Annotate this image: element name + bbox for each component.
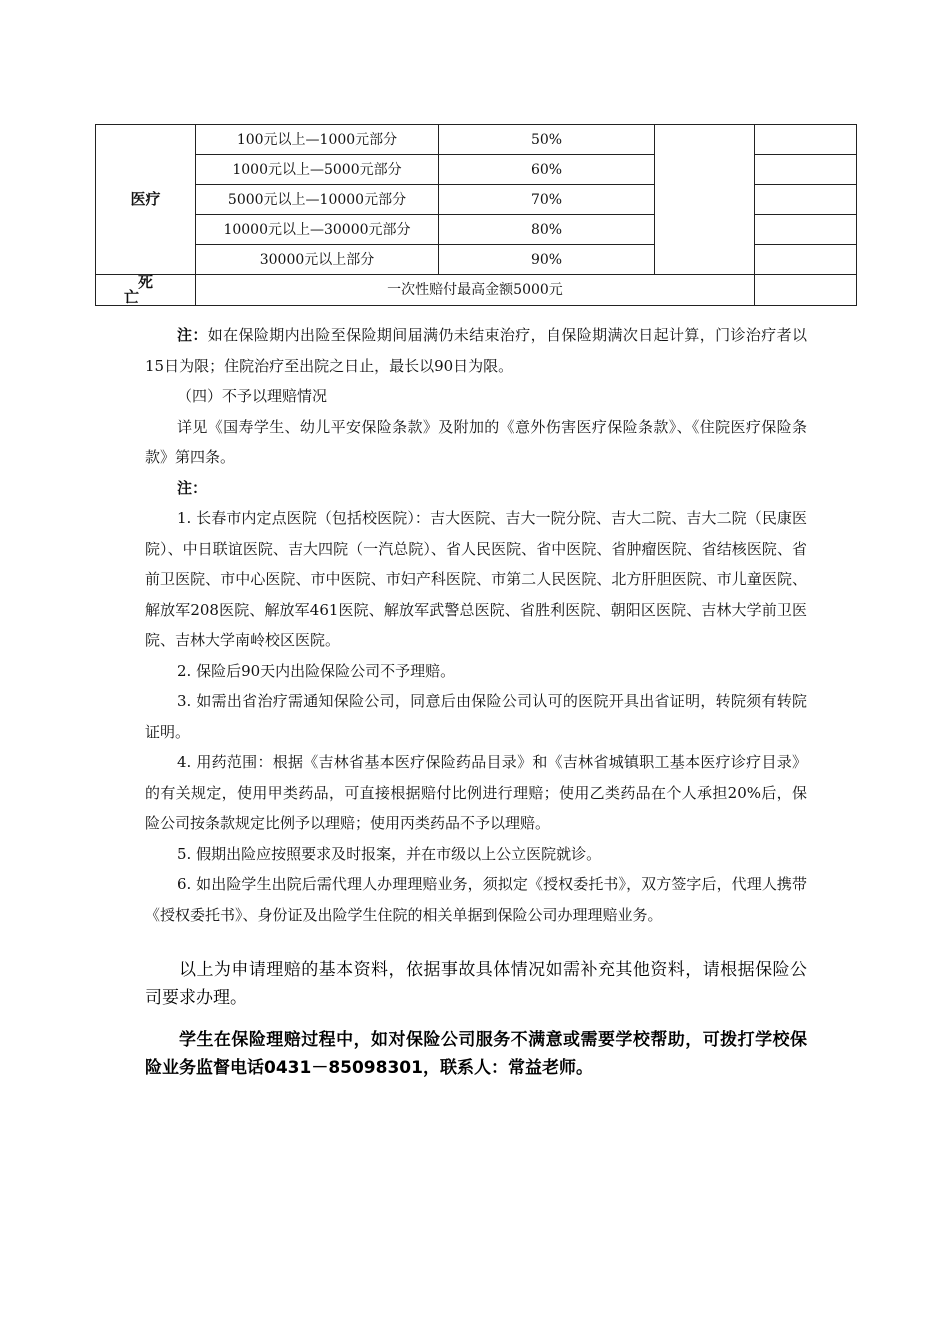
range-cell: 10000元以上—30000元部分 [196, 215, 439, 245]
blank-cell [755, 185, 857, 215]
list-item: 2. 保险后90天内出险保险公司不予理赔。 [177, 661, 456, 680]
blank-cell [655, 125, 755, 275]
death-text: 一次性赔付最高金额5000元 [196, 275, 755, 306]
blank-cell [755, 125, 857, 155]
list-item: 4. 用药范围：根据《吉林省基本医疗保险药品目录》和《吉林省城镇职工基本医疗诊疗目录》的有关规定，使用甲类药品，可直接根据赔付比例进行理赔；使用乙类药品在个人承担20%后，保险公司按条款规定比例予以理赔；使用丙类药品不予以理赔。 [145, 753, 807, 832]
note2-label: 注： [177, 478, 208, 497]
blank-cell [755, 275, 857, 306]
rate-cell: 60% [439, 155, 655, 185]
table-row [96, 275, 857, 306]
rate-cell: 70% [439, 185, 655, 215]
range-cell: 1000元以上—5000元部分 [196, 155, 439, 185]
list-item: 5. 假期出险应按照要求及时报案，并在市级以上公立医院就诊。 [177, 844, 602, 863]
note2-paragraph [145, 473, 807, 504]
blank-cell [755, 155, 857, 185]
note-text: 如在保险期内出险至保险期间届满仍未结束治疗，自保险期满次日起计算，门诊治疗者以15日为限；住院治疗至出院之日止，最长以90日为限。 [145, 326, 807, 375]
blank-cell [755, 215, 857, 245]
closing-text-1: 以上为申请理赔的基本资料，依据事故具体情况如需补充其他资料，请根据保险公司要求办理。 [145, 960, 807, 1008]
list-item: 1. 长春市内定点医院（包括校医院）：吉大医院、吉大一院分院、吉大二院、吉大二院（民康医院）、中日联谊医院、吉大四院（一汽总院）、省人民医院、省中医院、省肿瘤医院、省结核医院、省前卫医院、市中心医院、市中医院、市妇产科医院、市第二人民医院、北方肝胆医院、市儿童医院、解放军208医院、解放军461医院、解放军武警总医院、省胜利医院、朝阳区医院、吉林大学前卫医院、吉林大学南岭校区医院。 [145, 509, 807, 649]
list-item: 3. 如需出省治疗需通知保险公司，同意后由保险公司认可的医院开具出省证明，转院须有转院证明。 [145, 692, 807, 741]
closing-paragraph-2 [145, 1026, 807, 1082]
section4-text: 详见《国寿学生、幼儿平安保险条款》及附加的《意外伤害医疗保险条款》、《住院医疗保险条款》第四条。 [145, 417, 807, 466]
rate-cell: 50% [439, 125, 655, 155]
rate-cell: 90% [439, 245, 655, 275]
closing-paragraph-1 [145, 956, 807, 1012]
notes-section [145, 320, 807, 930]
table-row [96, 125, 857, 155]
range-cell: 5000元以上—10000元部分 [196, 185, 439, 215]
list-item: 6. 如出险学生出院后需代理人办理理赔业务，须拟定《授权委托书》，双方签字后，代理人携带《授权委托书》、身份证及出险学生住院的相关单据到保险公司办理理赔业务。 [145, 875, 807, 924]
rate-cell: 80% [439, 215, 655, 245]
range-cell: 100元以上—1000元部分 [196, 125, 439, 155]
range-cell: 30000元以上部分 [196, 245, 439, 275]
death-label: 死亡 [96, 275, 196, 306]
section4-title: （四）不予以理赔情况 [177, 387, 328, 405]
claims-table [95, 124, 857, 306]
blank-cell [755, 245, 857, 275]
medical-label: 医疗 [96, 125, 196, 275]
note-paragraph [145, 320, 807, 381]
note-label: 注： [177, 326, 208, 344]
closing-text-2: 学生在保险理赔过程中，如对保险公司服务不满意或需要学校帮助，可拨打学校保险业务监督电话0431－85098301，联系人：常益老师。 [145, 1030, 807, 1078]
